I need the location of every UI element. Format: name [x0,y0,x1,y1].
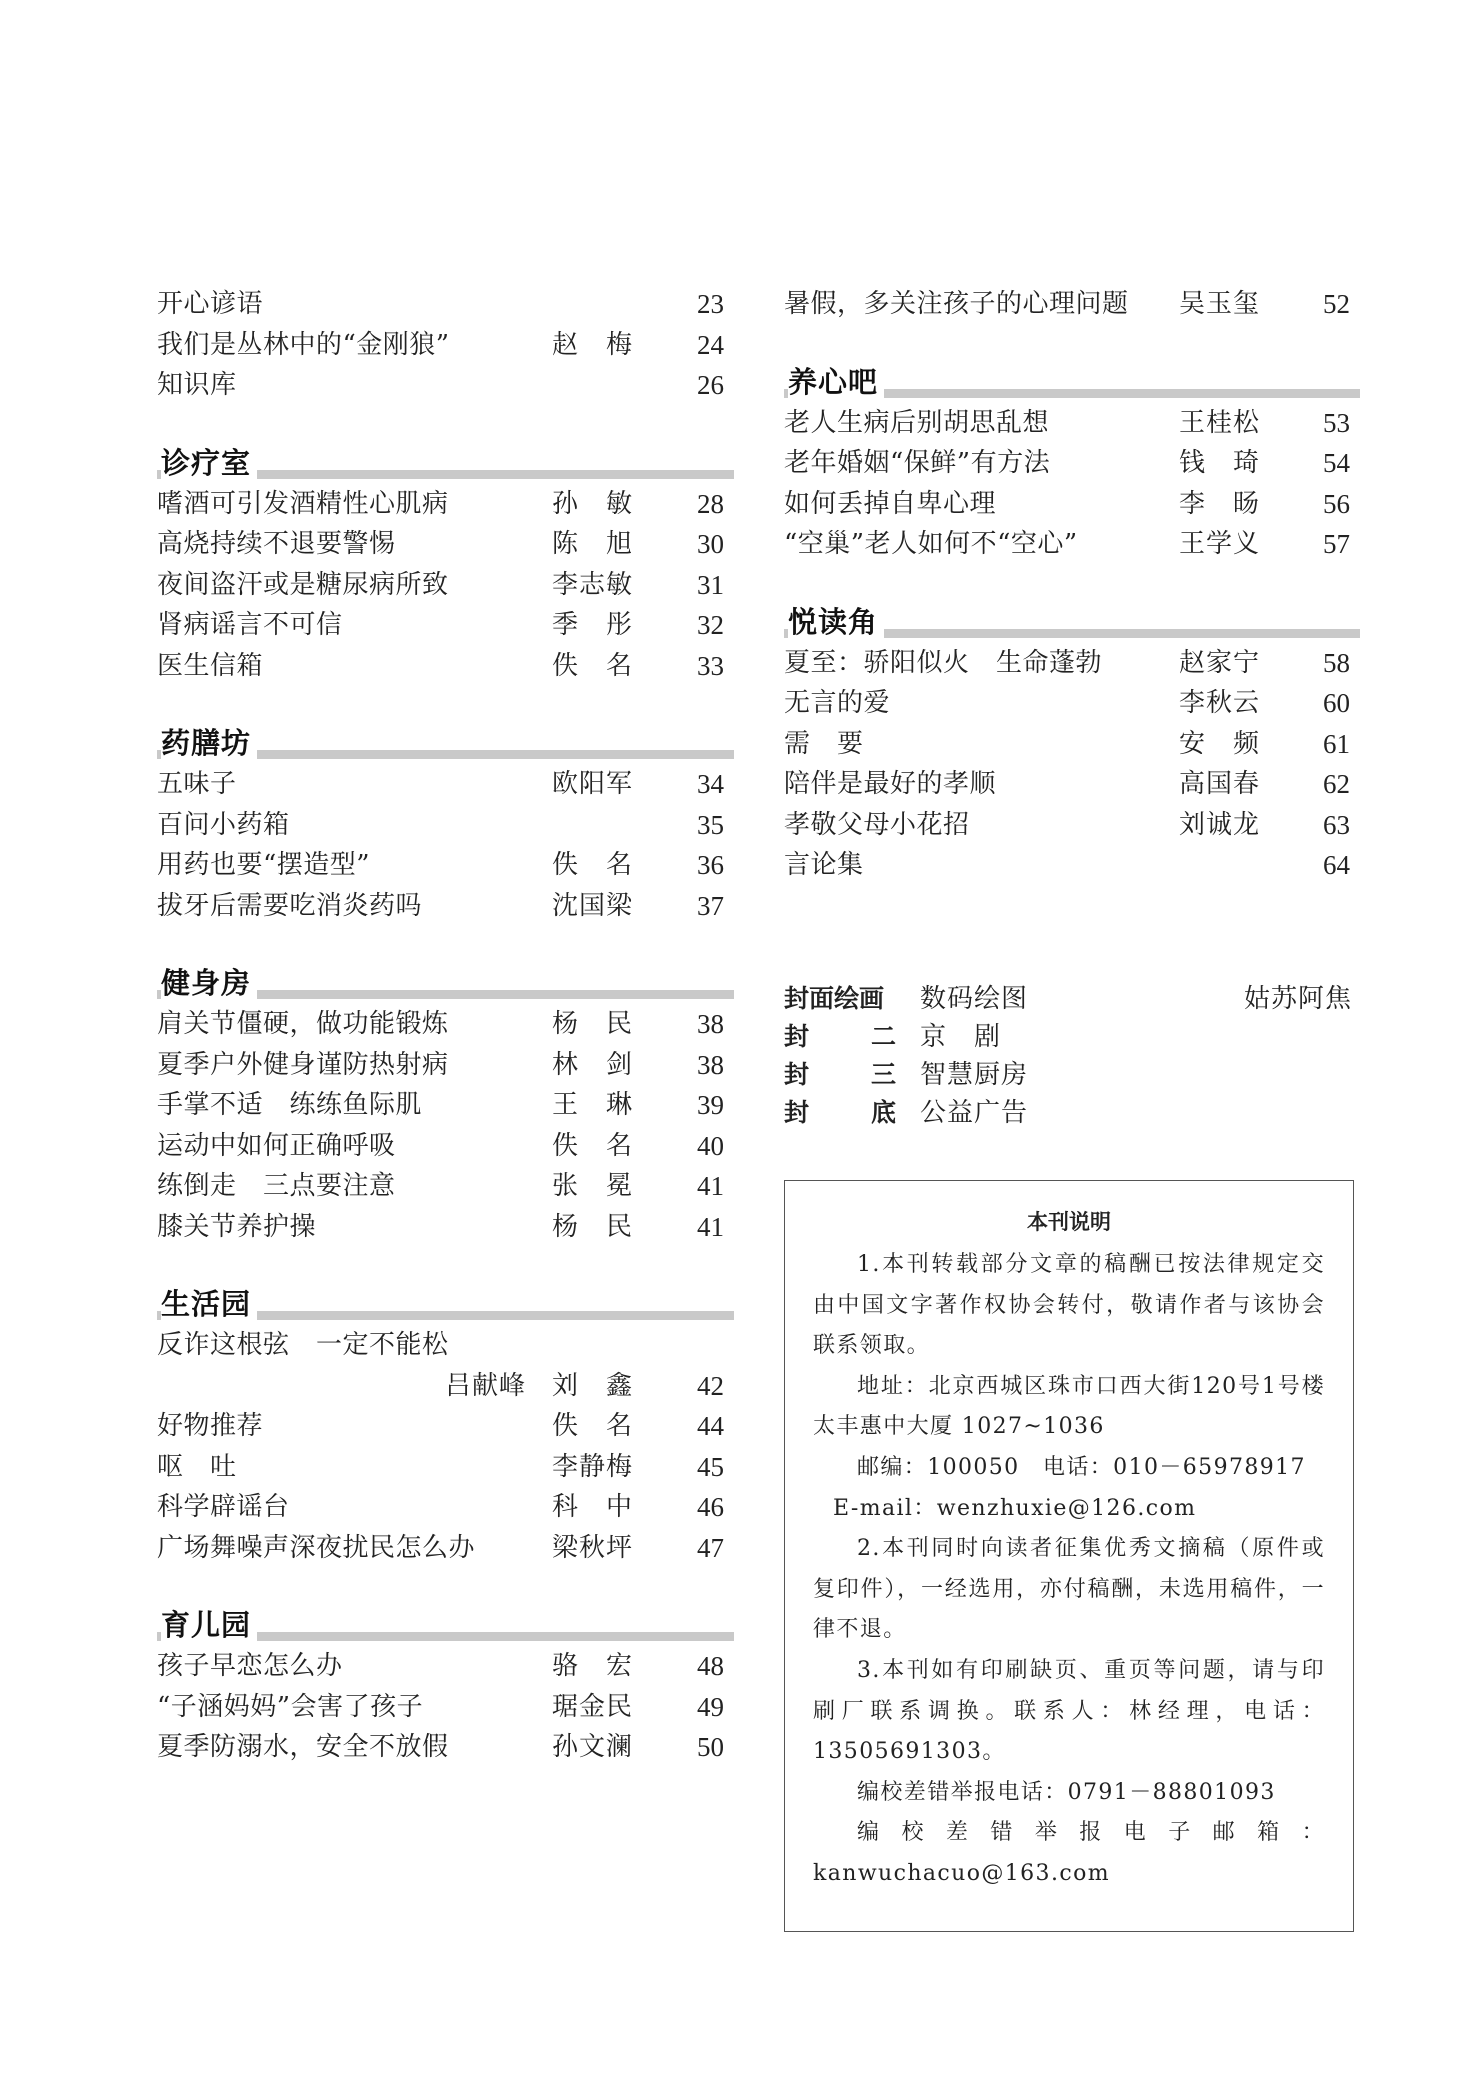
entry-author: 安 频 [1179,728,1261,759]
entry-author: 孙 敏 [552,488,634,519]
section-title: 育儿园 [161,1608,257,1642]
entry-page-number: 36 [697,850,724,880]
credit-value: 智慧厨房 [920,1060,1029,1090]
entry-author: 欧阳军 [552,769,634,799]
toc-entry[interactable] [157,845,734,886]
credit-author: 姑苏阿焦 [1243,984,1352,1014]
credit-row [784,1018,1360,1056]
entry-author: 钱 琦 [1179,448,1261,478]
toc-entry[interactable] [157,1366,734,1407]
notice-paragraph: 2.本刊同时向读者征集优秀文摘稿（原件或复印件），一经选用，亦付稿酬，未选用稿件，一律不退。 [813,1536,1325,1643]
toc-entry[interactable] [784,845,1360,886]
entry-author: 李秋云 [1179,688,1261,718]
toc-entry[interactable] [157,325,734,366]
notice-paragraph: 1.本刊转载部分文章的稿酬已按法律规定交由中国文字著作权协会转付，敬请作者与该协会联系领取。 [813,1252,1325,1359]
entry-author: 梁秋坪 [552,1532,634,1563]
entry-page-number: 32 [697,610,724,640]
toc-entry[interactable] [157,805,734,846]
section-header [157,1606,734,1646]
entry-page-number: 23 [697,289,724,319]
toc-entry[interactable] [784,524,1360,565]
entry-author: 李静梅 [552,1451,634,1482]
entry-author: 李 旸 [1179,488,1261,519]
toc-right-column [784,284,1360,886]
toc-entry[interactable] [157,1646,734,1687]
notice-paragraph: E-mail：wenzhuxie@126.com [833,1495,1197,1521]
entry-title: “空巢”老人如何不“空心” [784,529,1078,559]
entry-page-number: 40 [697,1130,724,1161]
credit-label-char: 二 [870,1022,896,1051]
entry-page-number: 31 [697,569,724,600]
section-header [784,603,1360,643]
entry-page-number: 42 [697,1370,724,1401]
entry-author: 佚 名 [552,650,634,681]
entry-title: 暑假，多关注孩子的心理问题 [784,289,1129,319]
entry-author: 陈 旭 [552,529,634,559]
toc-entry[interactable] [784,484,1360,525]
entry-author: 赵 梅 [552,329,634,360]
entry-title: 用药也要“摆造型” [157,850,371,880]
section-header [157,964,734,1004]
entry-title: 夏季户外健身谨防热射病 [157,1049,449,1080]
entry-page-number: 48 [697,1651,724,1681]
entry-author: 骆 宏 [552,1651,634,1681]
entry-author: 王学义 [1179,529,1261,559]
entry-author: 琚金民 [552,1691,634,1722]
notice-paragraph: 编校差错举报电子邮箱：kanwuchacuo@163.com [813,1820,1325,1886]
toc-entry[interactable] [157,1325,734,1366]
section-title: 药膳坊 [161,726,257,760]
entry-author: 季 彤 [552,610,634,640]
entry-author: 孙文澜 [552,1732,634,1762]
credit-label: 封面绘画 [784,984,885,1013]
toc-entry[interactable] [157,484,734,525]
cover-credits [784,980,1360,1132]
toc-entry[interactable] [784,724,1360,765]
entry-author: 王桂松 [1179,407,1261,438]
entry-coauthor: 吕献峰 [445,1370,527,1401]
entry-page-number: 45 [697,1451,724,1482]
entry-author: 杨 民 [552,1009,634,1039]
entry-title: 孝敬父母小花招 [784,809,970,840]
credit-label-char: 封 [784,1022,810,1051]
entry-page-number: 50 [697,1732,724,1762]
entry-author: 刘 鑫 [552,1370,634,1401]
entry-author: 张 冕 [552,1171,634,1201]
entry-title: 手掌不适 练练鱼际肌 [157,1090,423,1120]
toc-entry[interactable] [157,1166,734,1207]
toc-entry[interactable] [784,643,1360,684]
toc-entry[interactable] [157,1528,734,1569]
entry-page-number: 56 [1323,488,1350,519]
entry-title: 拔牙后需要吃消炎药吗 [157,890,423,921]
entry-page-number: 54 [1323,448,1350,478]
entry-author: 佚 名 [552,1411,634,1441]
entry-author: 吴玉玺 [1179,289,1261,319]
section-header [784,363,1360,403]
toc-entry[interactable] [784,284,1360,325]
entry-author: 沈国梁 [552,890,634,921]
toc-entry[interactable] [784,403,1360,444]
section-header [157,1285,734,1325]
entry-author: 赵家宁 [1179,647,1261,678]
entry-page-number: 58 [1323,647,1350,678]
toc-entry[interactable] [157,1045,734,1086]
credit-value: 公益广告 [920,1098,1029,1128]
entry-page-number: 61 [1323,728,1350,759]
section-header [157,724,734,764]
notice-paragraph: 编校差错举报电话：0791－88801093 [857,1779,1276,1805]
entry-title: 无言的爱 [784,688,891,718]
entry-title: 反诈这根弦 一定不能松 [157,1330,449,1360]
toc-left-column [157,284,734,1768]
entry-title: 老年婚姻“保鲜”有方法 [784,448,1051,478]
notice-paragraph: 邮编：100050 电话：010－65978917 [857,1454,1306,1480]
entry-title: 孩子早恋怎么办 [157,1651,343,1681]
entry-page-number: 41 [697,1211,724,1242]
section-title: 诊疗室 [161,446,257,480]
entry-title: 嗜酒可引发酒精性心肌病 [157,488,449,519]
section-title: 悦读角 [788,605,884,639]
entry-author: 李志敏 [552,569,634,600]
entry-page-number: 39 [697,1090,724,1120]
entry-page-number: 37 [697,890,724,921]
entry-page-number: 38 [697,1009,724,1039]
section-header [157,444,734,484]
entry-title: 练倒走 三点要注意 [157,1171,396,1201]
credit-label [784,1094,896,1132]
entry-title: 夏至：骄阳似火 生命蓬勃 [784,647,1103,678]
entry-title: 夏季防溺水，安全不放假 [157,1732,449,1762]
entry-page-number: 28 [697,488,724,519]
entry-page-number: 46 [697,1492,724,1522]
entry-page-number: 62 [1323,769,1350,799]
toc-entry[interactable] [784,683,1360,724]
notice-paragraph: 地址：北京西城区珠市口西大街120号1号楼太丰惠中大厦 1027~1036 [813,1373,1325,1440]
entry-author: 佚 名 [552,1130,634,1161]
notice-paragraph: 3.本刊如有印刷缺页、重页等问题，请与印刷厂联系调换。联系人：林经理，电话：13505691303。 [813,1657,1325,1765]
entry-page-number: 34 [697,769,724,799]
entry-title: 好物推荐 [157,1411,264,1441]
toc-entry[interactable] [157,605,734,646]
toc-entry[interactable] [784,764,1360,805]
toc-entry[interactable] [157,365,734,406]
entry-author: 高国春 [1179,769,1261,799]
entry-author: 杨 民 [552,1211,634,1242]
entry-page-number: 33 [697,650,724,681]
toc-entry[interactable] [784,443,1360,484]
section-title: 生活园 [161,1287,257,1321]
toc-entry[interactable] [157,565,734,606]
entry-title: 肾病谣言不可信 [157,610,343,640]
entry-page-number: 57 [1323,529,1350,559]
entry-title: 呕 吐 [157,1451,237,1482]
toc-entry[interactable] [157,1207,734,1248]
entry-title: 我们是丛林中的“金刚狼” [157,329,450,360]
entry-page-number: 47 [697,1532,724,1563]
entry-page-number: 26 [697,370,724,400]
credit-row [784,980,1360,1018]
credit-label [784,1018,896,1056]
entry-page-number: 52 [1323,289,1350,319]
section-title: 健身房 [161,966,257,1000]
entry-page-number: 30 [697,529,724,559]
toc-entry[interactable] [157,1487,734,1528]
credit-value: 数码绘图 [920,984,1029,1014]
entry-page-number: 63 [1323,809,1350,840]
toc-entry[interactable] [157,1447,734,1488]
entry-title: “子涵妈妈”会害了孩子 [157,1691,424,1722]
entry-author: 刘诚龙 [1179,809,1261,840]
entry-title: 言论集 [784,850,864,880]
journal-notice-box [784,1180,1354,1932]
entry-page-number: 44 [697,1411,724,1441]
entry-title: 老人生病后别胡思乱想 [784,407,1050,438]
entry-title: 需 要 [784,728,864,759]
entry-title: 陪伴是最好的孝顺 [784,769,997,799]
entry-title: 夜间盗汗或是糖尿病所致 [157,569,449,600]
toc-entry[interactable] [157,1727,734,1768]
entry-title: 知识库 [157,370,237,400]
toc-entry[interactable] [784,805,1360,846]
credit-label-char: 封 [784,1060,810,1089]
entry-author: 科 中 [552,1492,634,1522]
entry-title: 科学辟谣台 [157,1492,290,1522]
credit-row [784,1056,1360,1094]
entry-title: 膝关节养护操 [157,1211,317,1242]
toc-entry[interactable] [157,524,734,565]
section-title: 养心吧 [788,365,884,399]
entry-title: 肩关节僵硬，做功能锻炼 [157,1009,449,1039]
toc-entry[interactable] [157,764,734,805]
notice-body [813,1245,1325,1895]
entry-page-number: 53 [1323,407,1350,438]
entry-title: 如何丢掉自卑心理 [784,488,997,519]
entry-page-number: 60 [1323,688,1350,718]
credit-label-char: 底 [870,1098,896,1127]
entry-page-number: 49 [697,1691,724,1722]
credit-label-char: 三 [870,1060,896,1089]
entry-author: 佚 名 [552,850,634,880]
entry-page-number: 64 [1323,850,1350,880]
toc-entry[interactable] [157,886,734,927]
entry-author: 王 琳 [552,1090,634,1120]
credit-row [784,1094,1360,1132]
entry-page-number: 35 [697,809,724,840]
toc-entry[interactable] [157,1406,734,1447]
entry-title: 开心谚语 [157,289,264,319]
toc-entry[interactable] [157,1687,734,1728]
entry-page-number: 41 [697,1171,724,1201]
entry-title: 高烧持续不退要警惕 [157,529,396,559]
entry-author: 林 剑 [552,1049,634,1080]
entry-title: 广场舞噪声深夜扰民怎么办 [157,1532,476,1563]
toc-entry[interactable] [157,1085,734,1126]
credit-value: 京 剧 [920,1022,1002,1052]
toc-entry[interactable] [157,646,734,687]
toc-entry[interactable] [157,1004,734,1045]
entry-title: 百问小药箱 [157,809,290,840]
entry-page-number: 38 [697,1049,724,1080]
notice-title: 本刊说明 [1027,1210,1111,1234]
toc-entry[interactable] [157,1126,734,1167]
entry-page-number: 24 [697,329,724,360]
entry-title: 医生信箱 [157,650,264,681]
entry-title: 运动中如何正确呼吸 [157,1130,396,1161]
credit-label [784,1056,896,1094]
entry-title: 五味子 [157,769,237,799]
toc-entry[interactable] [157,284,734,325]
credit-label-char: 封 [784,1098,810,1127]
